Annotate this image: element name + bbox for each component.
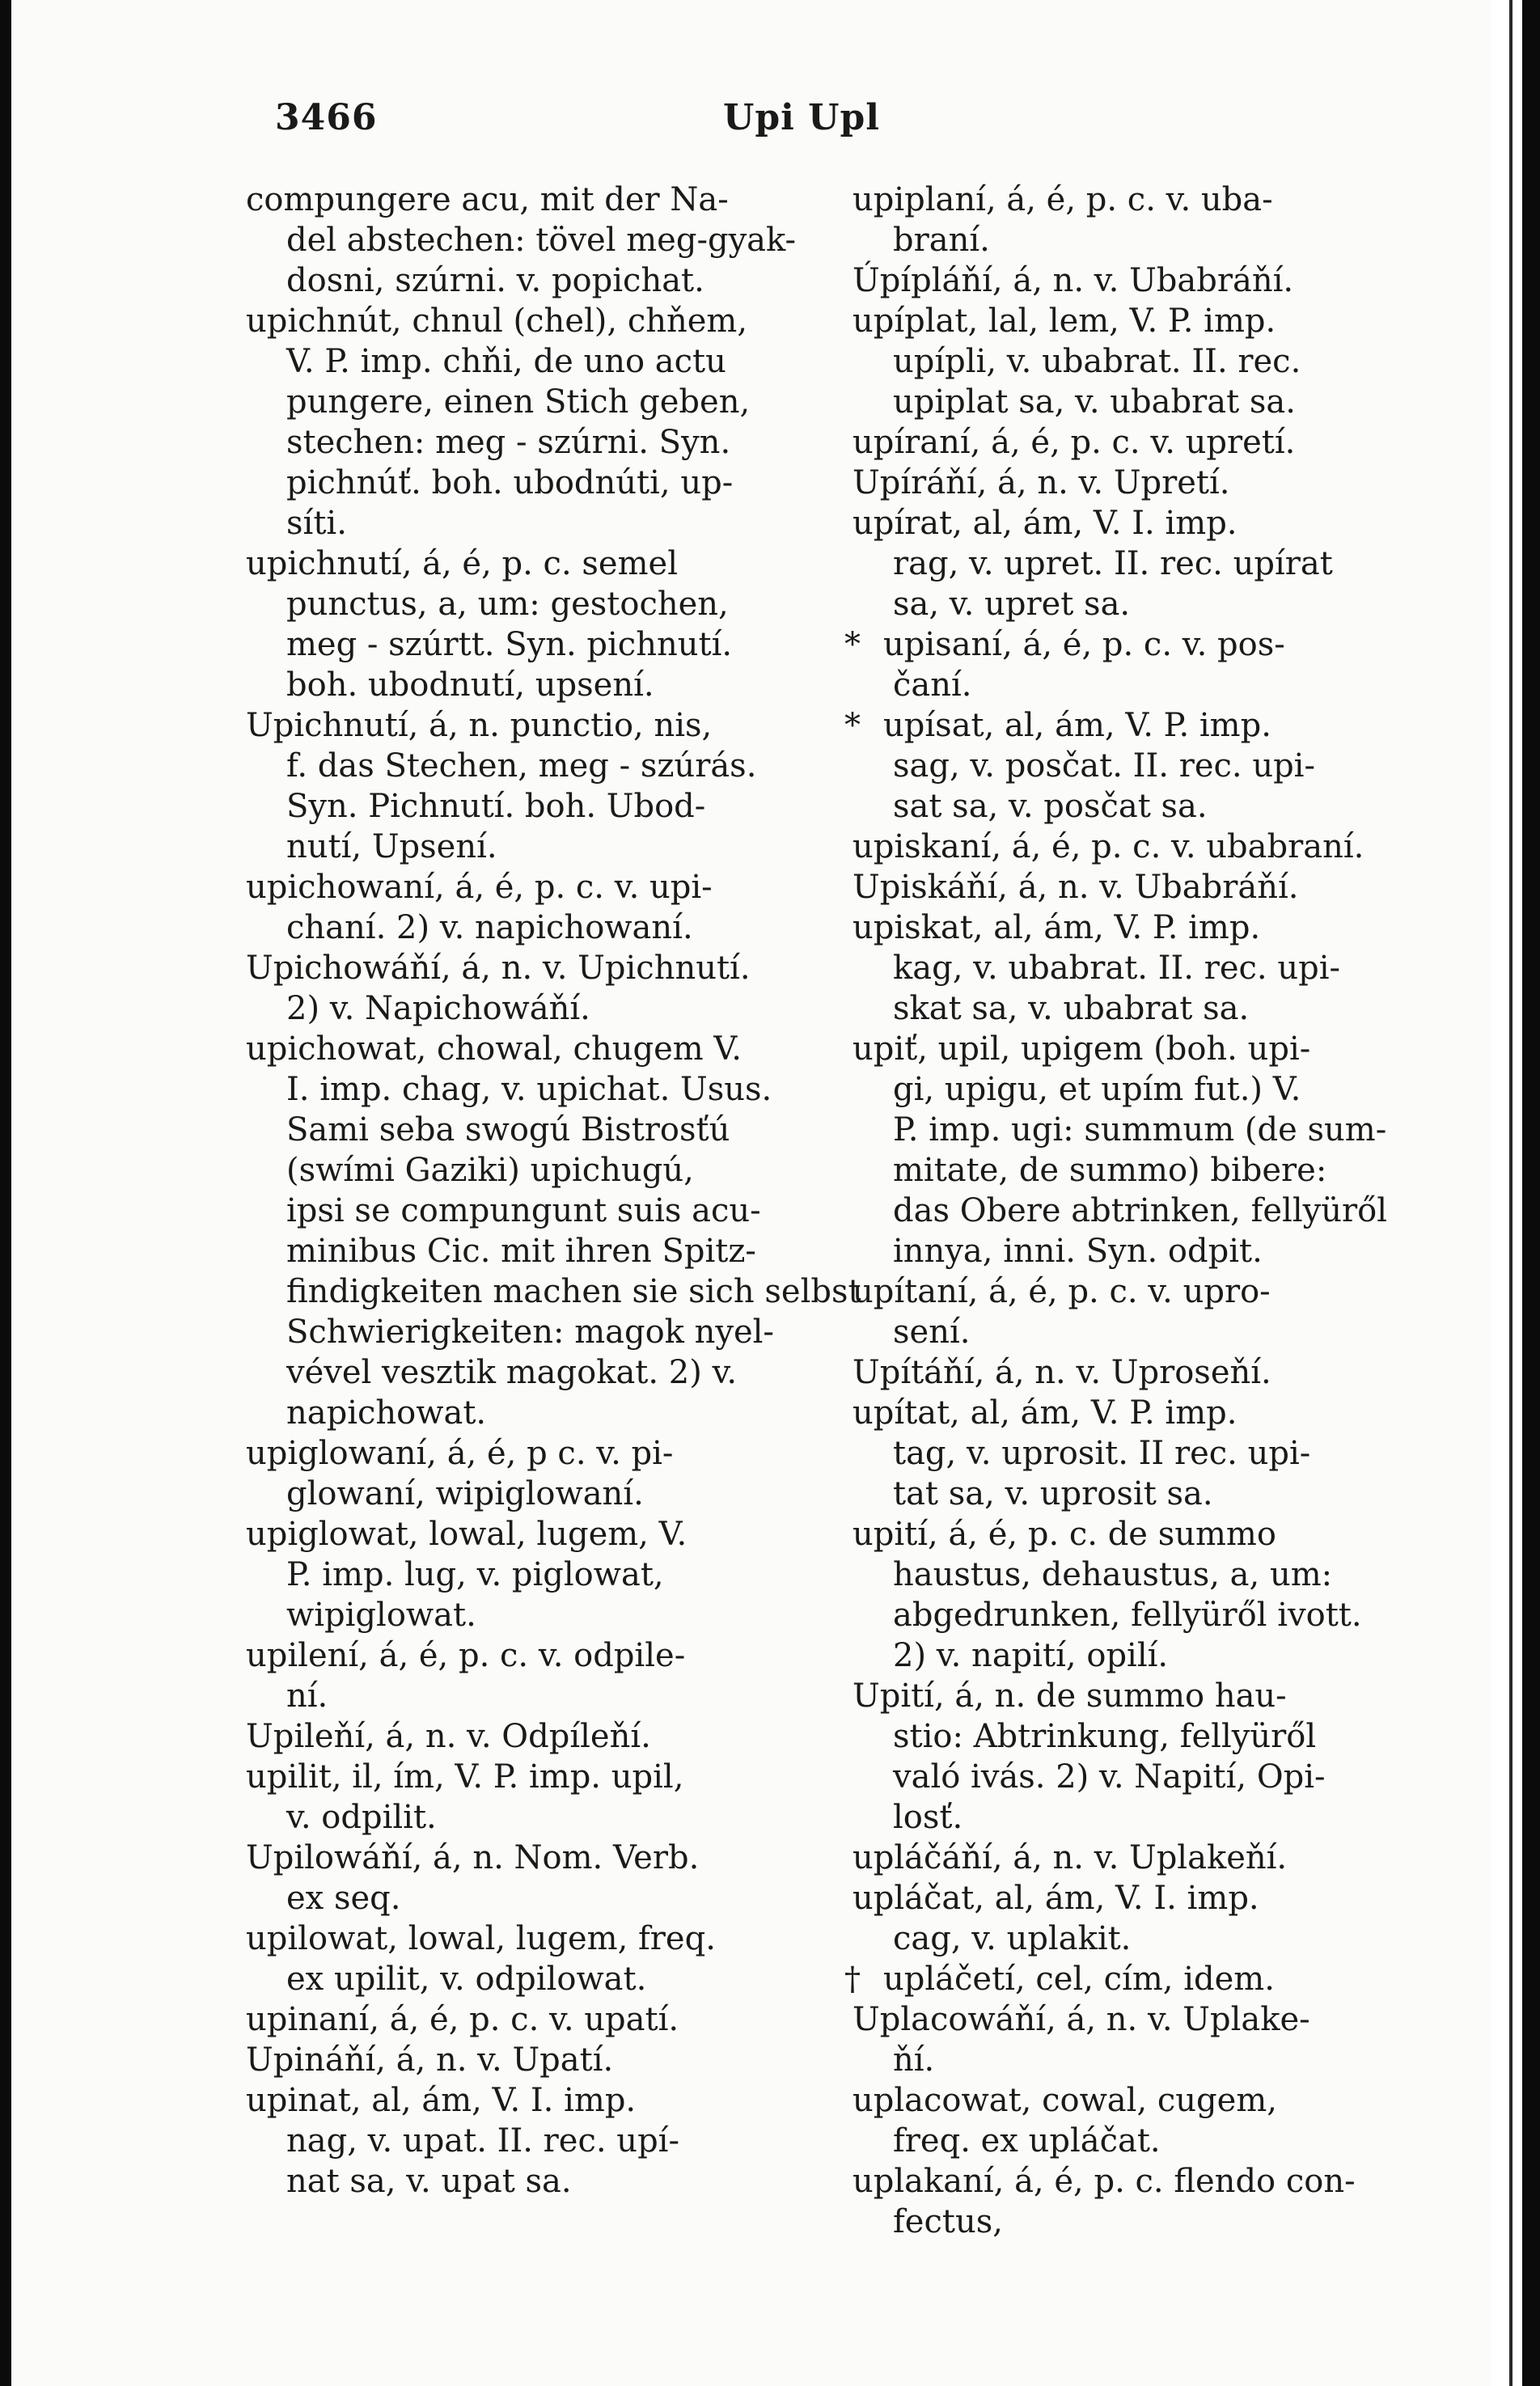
- entry-headword-line: [246, 1716, 852, 1757]
- entry-continuation-line: [246, 260, 852, 301]
- page-header: [11, 89, 1491, 146]
- entry-text: ňí.: [893, 2041, 935, 2079]
- entry-text: Upíráňí, á, n. v. Upretí.: [852, 464, 1230, 501]
- entry-headword-line: [852, 907, 1475, 948]
- entry-text: findigkeiten machen sie sich selbst: [286, 1273, 861, 1310]
- entry-headword-line: [246, 1999, 852, 2040]
- entry-continuation-line: [852, 1110, 1475, 1150]
- entry-text: 2) v. Napichowáňí.: [286, 990, 590, 1027]
- entry-continuation-line: [852, 1797, 1475, 1838]
- entry-text: upítat, al, ám, V. P. imp.: [852, 1394, 1238, 1432]
- entry-text: del abstechen: tövel meg-gyak-: [286, 222, 797, 259]
- entry-continuation-line: [852, 341, 1475, 382]
- entry-headword-line: [852, 180, 1475, 220]
- entry-text: Upiskáňí, á, n. v. Ubabráňí.: [852, 869, 1299, 906]
- entry-text: Upichowáňí, á, n. v. Upichnutí.: [246, 950, 751, 987]
- entry-text: Upítáňí, á, n. v. Uproseňí.: [852, 1354, 1271, 1391]
- entry-text: ex seq.: [286, 1880, 401, 1917]
- entry-text: upísat, al, ám, V. P. imp.: [883, 707, 1271, 744]
- entry-headword-line: [246, 1514, 852, 1555]
- entry-text: boh. ubodnutí, upsení.: [286, 666, 654, 704]
- entry-headword-line: [246, 705, 852, 746]
- entry-text: pichnúť. boh. ubodnúti, up-: [286, 464, 734, 501]
- entry-text: compungere acu, mit der Na-: [246, 181, 729, 218]
- entry-text: ipsi se compungunt suis acu-: [286, 1192, 761, 1229]
- entry-continuation-line: [246, 1797, 852, 1838]
- entry-text: gi, upigu, et upím fut.) V.: [893, 1071, 1301, 1108]
- entry-text: (swími Gaziki) upichugú,: [286, 1152, 694, 1189]
- entry-continuation-line: [246, 422, 852, 463]
- entry-marker: *: [844, 626, 861, 663]
- entry-headword-line: [852, 1999, 1475, 2040]
- entry-text: upití, á, é, p. c. de summo: [852, 1516, 1276, 1553]
- entry-headword-line: [844, 1959, 1475, 1999]
- entry-text: stechen: meg - szúrni. Syn.: [286, 424, 731, 461]
- entry-text: Upití, á, n. de summo hau-: [852, 1677, 1287, 1715]
- entry-text: Upileňí, á, n. v. Odpíleňí.: [246, 1718, 651, 1755]
- entry-text: innya, inni. Syn. odpit.: [893, 1233, 1263, 1270]
- entry-continuation-line: [246, 1474, 852, 1514]
- entry-text: sení.: [893, 1314, 971, 1351]
- entry-headword-line: [852, 1352, 1475, 1393]
- entry-headword-line: [246, 1433, 852, 1474]
- entry-continuation-line: [852, 1312, 1475, 1352]
- running-head: Upi Upl: [723, 97, 881, 138]
- entry-text: Sami seba swogú Bistrosťú: [286, 1111, 730, 1149]
- entry-continuation-line: [246, 1069, 852, 1110]
- entry-text: fectus,: [893, 2203, 1003, 2240]
- entry-continuation-line: [246, 1595, 852, 1635]
- entry-continuation-line: [852, 1069, 1475, 1110]
- entry-text: freq. ex upláčat.: [893, 2122, 1161, 2160]
- entry-continuation-line: [852, 2121, 1475, 2161]
- entry-text: rag, v. upret. II. rec. upírat: [893, 545, 1333, 582]
- entry-headword-line: [246, 1838, 852, 1878]
- entry-text: sag, v. posčat. II. rec. upi-: [893, 747, 1315, 785]
- entry-text: tag, v. uprosit. II rec. upi-: [893, 1435, 1311, 1472]
- entry-headword-line: [852, 1514, 1475, 1555]
- entry-continuation-line: [246, 1150, 852, 1191]
- entry-text: I. imp. chag, v. upichat. Usus.: [286, 1071, 772, 1108]
- entry-text: upiskaní, á, é, p. c. v. ubabraní.: [852, 828, 1364, 865]
- entry-text: upilowat, lowal, lugem, freq.: [246, 1920, 716, 1957]
- entry-text: upípli, v. ubabrat. II. rec.: [893, 343, 1301, 380]
- entry-text: kag, v. ubabrat. II. rec. upi-: [893, 950, 1341, 987]
- entry-continuation-line: [246, 1191, 852, 1231]
- entry-text: nutí, Upsení.: [286, 828, 497, 865]
- entry-text: upilení, á, é, p. c. v. odpile-: [246, 1637, 686, 1674]
- entry-continuation-line: [852, 665, 1475, 705]
- entry-headword-line: [852, 2161, 1475, 2202]
- entry-text: losť.: [893, 1799, 963, 1836]
- entry-headword-line: [852, 1838, 1475, 1878]
- entry-continuation-line: [852, 1555, 1475, 1595]
- entry-headword-line: [852, 260, 1475, 301]
- entry-text: abgedrunken, fellyüről ivott.: [893, 1597, 1362, 1634]
- entry-text: P. imp. ugi: summum (de sum-: [893, 1111, 1387, 1149]
- entry-text: upírat, al, ám, V. I. imp.: [852, 505, 1238, 542]
- entry-continuation-line: [852, 2202, 1475, 2242]
- entry-headword-line: [852, 463, 1475, 503]
- entry-text: napichowat.: [286, 1394, 487, 1432]
- entry-text: chaní. 2) v. napichowaní.: [286, 909, 693, 946]
- entry-continuation-line: [852, 948, 1475, 988]
- entry-text: ex upilit, v. odpilowat.: [286, 1961, 647, 1998]
- entry-continuation-line: [852, 1191, 1475, 1231]
- entry-text: upiglowat, lowal, lugem, V.: [246, 1516, 688, 1553]
- entry-text: V. P. imp. chňi, de uno actu: [286, 343, 726, 380]
- entry-headword-line: [246, 1029, 852, 1069]
- entry-headword-line: [246, 301, 852, 341]
- entry-headword-line: [246, 180, 852, 220]
- entry-continuation-line: [852, 786, 1475, 827]
- entry-continuation-line: [852, 1919, 1475, 1959]
- entry-headword-line: [852, 1676, 1475, 1716]
- entry-headword-line: [852, 2080, 1475, 2121]
- entry-headword-line: [844, 624, 1475, 665]
- entry-continuation-line: [852, 2040, 1475, 2080]
- entry-headword-line: [246, 867, 852, 907]
- entry-text: Upichnutí, á, n. punctio, nis,: [246, 707, 713, 744]
- entry-text: das Obere abtrinken, fellyüről: [893, 1192, 1387, 1229]
- entry-text: čaní.: [893, 666, 972, 704]
- entry-text: nag, v. upat. II. rec. upí-: [286, 2122, 679, 2160]
- entry-continuation-line: [246, 1393, 852, 1433]
- entry-text: upichowat, chowal, chugem V.: [246, 1030, 742, 1068]
- entry-text: sa, v. upret sa.: [893, 586, 1131, 623]
- entry-continuation-line: [246, 1676, 852, 1716]
- entry-text: upichowaní, á, é, p. c. v. upi-: [246, 869, 713, 906]
- entry-text: upisaní, á, é, p. c. v. pos-: [883, 626, 1285, 663]
- entry-headword-line: [852, 422, 1475, 463]
- entry-continuation-line: [852, 746, 1475, 786]
- entry-continuation-line: [246, 1352, 852, 1393]
- entry-continuation-line: [246, 220, 852, 260]
- entry-continuation-line: [852, 1474, 1475, 1514]
- scan-border-right-inner: [1509, 0, 1512, 2386]
- entry-text: Upilowáňí, á, n. Nom. Verb.: [246, 1839, 700, 1876]
- right-column: [844, 180, 1475, 2242]
- entry-text: upiskat, al, ám, V. P. imp.: [852, 909, 1261, 946]
- entry-headword-line: [852, 1271, 1475, 1312]
- entry-continuation-line: [246, 341, 852, 382]
- entry-continuation-line: [852, 1757, 1475, 1797]
- dictionary-page: [11, 0, 1491, 2386]
- entry-text: Syn. Pichnutí. boh. Ubod-: [286, 788, 706, 825]
- entry-headword-line: [852, 301, 1475, 341]
- entry-continuation-line: [246, 463, 852, 503]
- entry-headword-line: [852, 1393, 1475, 1433]
- entry-text: pungere, einen Stich geben,: [286, 383, 751, 421]
- entry-continuation-line: [246, 1312, 852, 1352]
- entry-continuation-line: [852, 382, 1475, 422]
- entry-headword-line: [246, 1757, 852, 1797]
- entry-text: ní.: [286, 1677, 328, 1715]
- entry-continuation-line: [246, 746, 852, 786]
- entry-text: Upináňí, á, n. v. Upatí.: [246, 2041, 614, 2079]
- entry-text: braní.: [893, 222, 990, 259]
- entry-text: tat sa, v. uprosit sa.: [893, 1475, 1213, 1512]
- entry-text: glowaní, wipiglowaní.: [286, 1475, 644, 1512]
- entry-continuation-line: [246, 2121, 852, 2161]
- page-number: 3466: [275, 97, 378, 138]
- entry-continuation-line: [852, 1433, 1475, 1474]
- scan-border-right: [1522, 0, 1540, 2386]
- entry-continuation-line: [246, 1271, 861, 1312]
- entry-text: Schwierigkeiten: magok nyel-: [286, 1314, 774, 1351]
- entry-text: meg - szúrtt. Syn. pichnutí.: [286, 626, 733, 663]
- entry-text: cag, v. uplakit.: [893, 1920, 1132, 1957]
- entry-text: upiť, upil, upigem (boh. upi-: [852, 1030, 1311, 1068]
- entry-text: uplakaní, á, é, p. c. flendo con-: [852, 2163, 1356, 2200]
- entry-text: upláčetí, cel, cím, idem.: [883, 1961, 1275, 1998]
- entry-text: f. das Stechen, meg - szúrás.: [286, 747, 757, 785]
- entry-marker: *: [844, 707, 861, 744]
- entry-headword-line: [852, 827, 1475, 867]
- entry-continuation-line: [852, 1635, 1475, 1676]
- entry-text: punctus, a, um: gestochen,: [286, 586, 729, 623]
- entry-text: haustus, dehaustus, a, um:: [893, 1556, 1333, 1593]
- entry-text: upichnutí, á, é, p. c. semel: [246, 545, 678, 582]
- entry-continuation-line: [852, 1231, 1475, 1271]
- entry-continuation-line: [246, 1110, 852, 1150]
- entry-headword-line: [246, 1919, 852, 1959]
- entry-continuation-line: [852, 220, 1475, 260]
- entry-text: upiglowaní, á, é, p c. v. pi-: [246, 1435, 674, 1472]
- entry-headword-line: [852, 867, 1475, 907]
- entry-continuation-line: [852, 988, 1475, 1029]
- entry-text: Úpípláňí, á, n. v. Ubabráňí.: [852, 262, 1294, 299]
- entry-continuation-line: [852, 1595, 1475, 1635]
- entry-text: síti.: [286, 505, 347, 542]
- entry-text: dosni, szúrni. v. popichat.: [286, 262, 704, 299]
- entry-text: upíraní, á, é, p. c. v. upretí.: [852, 424, 1296, 461]
- entry-continuation-line: [246, 786, 852, 827]
- entry-text: upítaní, á, é, p. c. v. upro-: [852, 1273, 1271, 1310]
- entry-text: Uplacowáňí, á, n. v. Uplake-: [852, 2001, 1310, 2038]
- entry-continuation-line: [246, 584, 852, 624]
- entry-text: nat sa, v. upat sa.: [286, 2163, 572, 2200]
- entry-text: upláčáňí, á, n. v. Uplakeňí.: [852, 1839, 1288, 1876]
- entry-headword-line: [852, 1029, 1475, 1069]
- entry-text: upláčat, al, ám, V. I. imp.: [852, 1880, 1259, 1917]
- entry-text: vével vesztik magokat. 2) v.: [286, 1354, 738, 1391]
- entry-text: uplacowat, cowal, cugem,: [852, 2082, 1277, 2119]
- scan-border-left: [0, 0, 11, 2386]
- entry-continuation-line: [246, 1231, 852, 1271]
- entry-text: upiplat sa, v. ubabrat sa.: [893, 383, 1296, 421]
- entry-headword-line: [852, 503, 1475, 544]
- entry-headword-line: [246, 544, 852, 584]
- entry-continuation-line: [852, 584, 1475, 624]
- entry-continuation-line: [246, 503, 852, 544]
- entry-text: stio: Abtrinkung, fellyüről: [893, 1718, 1317, 1755]
- entry-text: P. imp. lug, v. piglowat,: [286, 1556, 664, 1593]
- entry-continuation-line: [246, 665, 852, 705]
- entry-headword-line: [246, 2080, 852, 2121]
- entry-continuation-line: [246, 907, 852, 948]
- entry-text: upilit, il, ím, V. P. imp. upil,: [246, 1758, 684, 1796]
- entry-headword-line: [246, 1635, 852, 1676]
- entry-text: sat sa, v. posčat sa.: [893, 788, 1208, 825]
- entry-continuation-line: [246, 1959, 852, 1999]
- entry-text: v. odpilit.: [286, 1799, 437, 1836]
- entry-continuation-line: [852, 1716, 1475, 1757]
- entry-text: wipiglowat.: [286, 1597, 476, 1634]
- entry-continuation-line: [852, 1150, 1475, 1191]
- entry-text: 2) v. napití, opilí.: [893, 1637, 1169, 1674]
- entry-continuation-line: [246, 1555, 852, 1595]
- entry-text: upichnút, chnul (chel), chňem,: [246, 302, 748, 340]
- entry-text: upíplat, lal, lem, V. P. imp.: [852, 302, 1276, 340]
- entry-text: upiplaní, á, é, p. c. v. uba-: [852, 181, 1273, 218]
- entry-headword-line: [852, 1878, 1475, 1919]
- entry-text: upinat, al, ám, V. I. imp.: [246, 2082, 637, 2119]
- entry-text: minibus Cic. mit ihren Spitz-: [286, 1233, 756, 1270]
- entry-continuation-line: [246, 988, 852, 1029]
- entry-continuation-line: [246, 2161, 852, 2202]
- entry-continuation-line: [246, 382, 852, 422]
- entry-continuation-line: [246, 1878, 852, 1919]
- entry-headword-line: [246, 948, 852, 988]
- entry-continuation-line: [852, 544, 1475, 584]
- entry-text: való ivás. 2) v. Napití, Opi-: [893, 1758, 1326, 1796]
- entry-continuation-line: [246, 827, 852, 867]
- left-column: [246, 180, 861, 2202]
- entry-text: mitate, de summo) bibere:: [893, 1152, 1327, 1189]
- entry-marker: †: [844, 1961, 861, 1998]
- entry-text: upinaní, á, é, p. c. v. upatí.: [246, 2001, 679, 2038]
- entry-headword-line: [246, 2040, 852, 2080]
- entry-headword-line: [844, 705, 1475, 746]
- entry-continuation-line: [246, 624, 852, 665]
- entry-text: skat sa, v. ubabrat sa.: [893, 990, 1250, 1027]
